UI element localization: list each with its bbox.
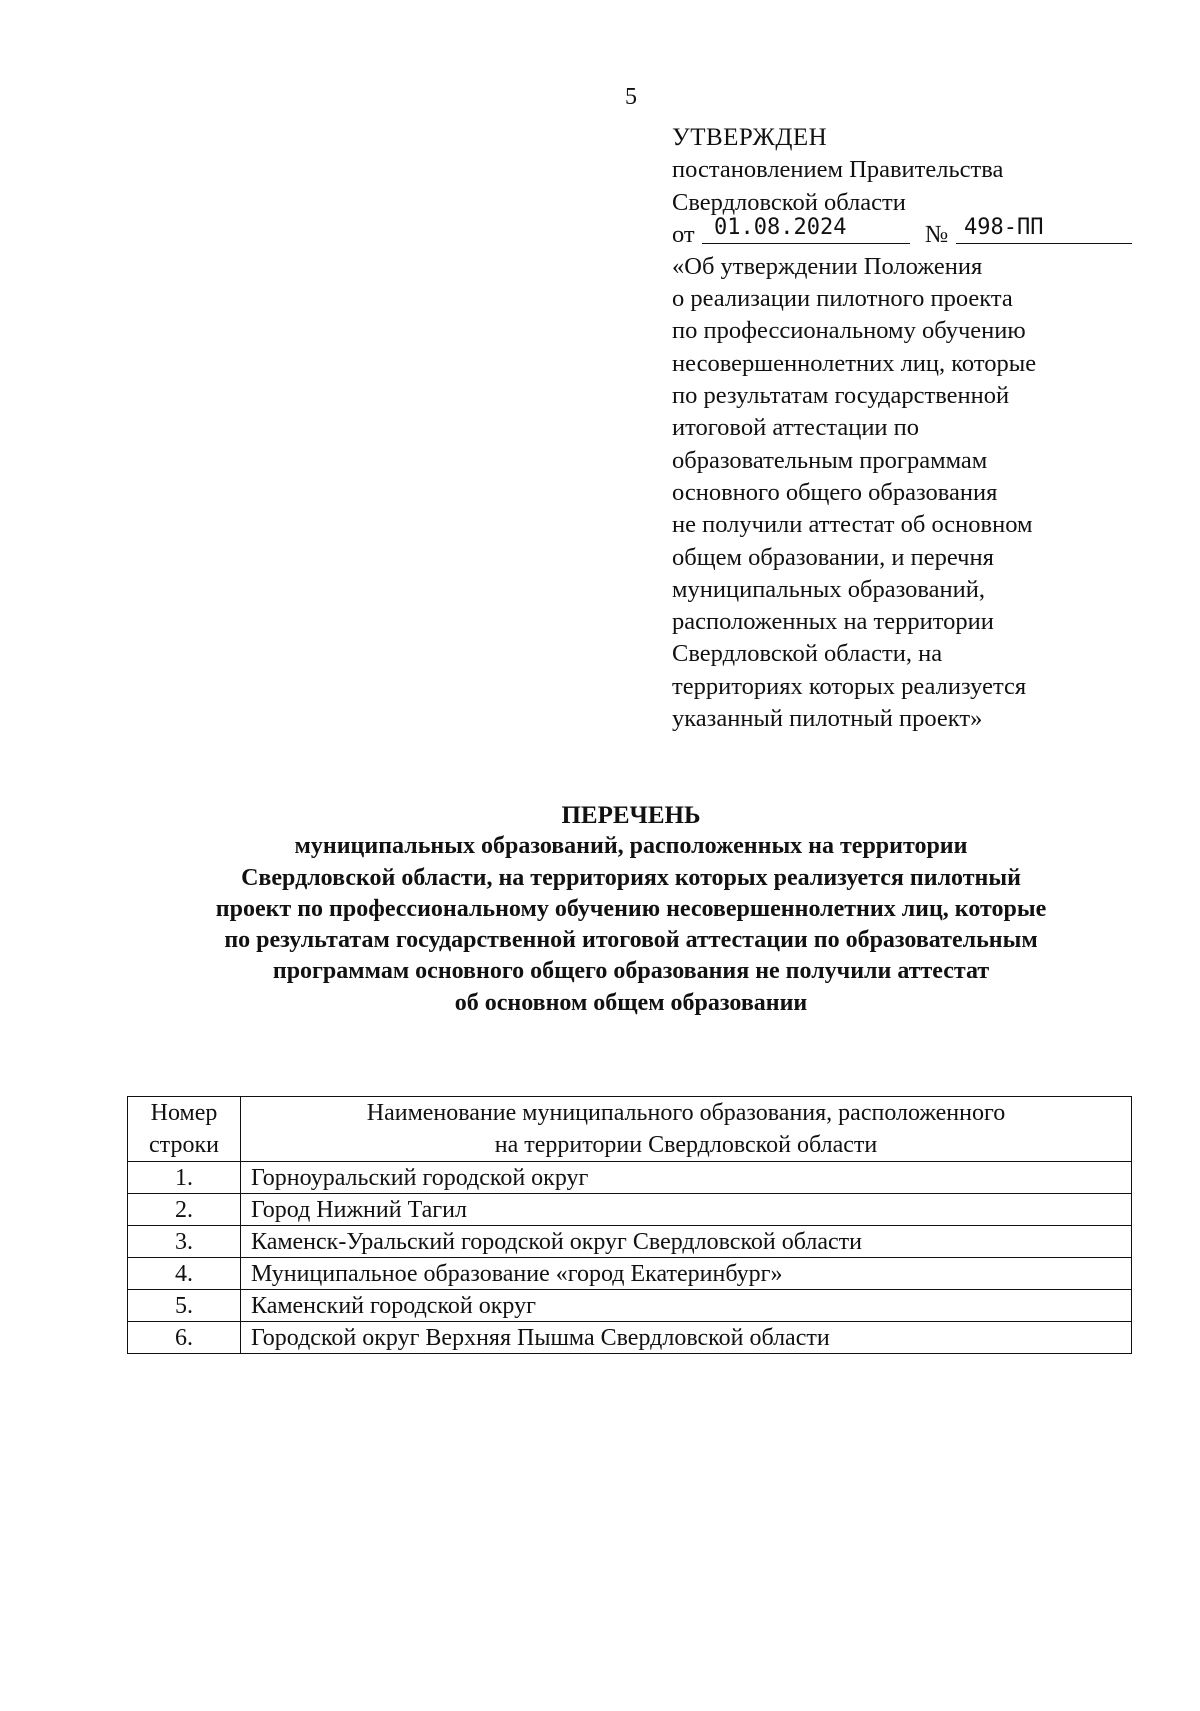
header-row-number-line: строки <box>149 1132 219 1158</box>
page-number: 5 <box>625 84 637 110</box>
municipalities-table <box>127 1096 1132 1354</box>
approval-line: Свердловской области <box>672 188 906 216</box>
table-row <box>128 1322 1132 1354</box>
table-row <box>128 1258 1132 1290</box>
approval-block <box>672 122 1132 735</box>
row-number: 5. <box>128 1290 241 1322</box>
row-number: 4. <box>128 1258 241 1290</box>
approval-number: 498-ПП <box>956 213 1132 244</box>
number-sign-label: № <box>925 220 949 248</box>
approval-subject-line: муниципальных образований, <box>672 575 985 603</box>
approval-subject-line: о реализации пилотного проекта <box>672 285 1013 313</box>
heading-line: по результатам государственной итоговой аттестации по образовательным <box>224 927 1038 954</box>
heading-line: проект по профессиональному обучению несовершеннолетних лиц, которые <box>215 895 1047 922</box>
row-number: 3. <box>128 1226 241 1258</box>
date-from-label: от <box>672 220 695 248</box>
approval-subject-line: расположенных на территории <box>672 608 994 636</box>
row-number: 2. <box>128 1194 241 1226</box>
table-header-row <box>128 1097 1132 1162</box>
approval-line: постановлением Правительства <box>672 156 1004 184</box>
approval-stamp-title: УТВЕРЖДЕН <box>672 124 828 151</box>
approval-subject-line: «Об утверждении Положения <box>672 252 983 280</box>
municipality-name: Каменск-Уральский городской округ Свердловской области <box>241 1226 1132 1258</box>
approval-subject-line: Свердловской области, на <box>672 640 943 668</box>
header-municipality-name-line: на территории Свердловской области <box>494 1132 878 1158</box>
municipality-name: Городской округ Верхняя Пышма Свердловской области <box>241 1322 1132 1354</box>
approval-subject-line: общем образовании, и перечня <box>672 543 994 571</box>
heading-line: Свердловской области, на территориях которых реализуется пилотный <box>241 864 1021 891</box>
approval-subject-line: указанный пилотный проект» <box>672 705 983 733</box>
heading-line: программам основного общего образования не получили аттестат <box>272 958 990 985</box>
approval-subject-line: несовершеннолетних лиц, которые <box>672 349 1037 377</box>
municipality-name: Каменский городской округ <box>241 1290 1132 1322</box>
heading-line: муниципальных образований, расположенных на территории <box>294 833 968 860</box>
municipality-name: Муниципальное образование «город Екатеринбург» <box>241 1258 1132 1290</box>
approval-subject-line: итоговой аттестации по <box>672 414 920 442</box>
approval-date-row <box>672 214 1132 251</box>
table-row <box>128 1226 1132 1258</box>
header-municipality-name-line: Наименование муниципального образования, расположенного <box>366 1100 1006 1126</box>
approval-subject-line: образовательным программам <box>672 446 988 474</box>
header-row-number <box>128 1097 241 1162</box>
heading-line: об основном общем образовании <box>454 989 808 1016</box>
approval-subject-line: основного общего образования <box>672 478 998 506</box>
municipality-name: Горноуральский городской округ <box>241 1162 1132 1194</box>
approval-date: 01.08.2024 <box>702 213 910 244</box>
municipality-name: Город Нижний Тагил <box>241 1194 1132 1226</box>
approval-subject-line: не получили аттестат об основном <box>672 511 1033 539</box>
header-row-number-line: Номер <box>150 1100 218 1126</box>
table-row <box>128 1194 1132 1226</box>
row-number: 1. <box>128 1162 241 1194</box>
table-row <box>128 1290 1132 1322</box>
row-number: 6. <box>128 1322 241 1354</box>
heading-title: ПЕРЕЧЕНЬ <box>561 802 701 829</box>
header-municipality-name <box>241 1097 1132 1162</box>
document-heading <box>0 800 1200 1019</box>
approval-subject-line: территориях которых реализуется <box>672 672 1027 700</box>
approval-subject-line: по профессиональному обучению <box>672 317 1026 345</box>
approval-subject-line: по результатам государственной <box>672 382 1010 410</box>
table-row <box>128 1162 1132 1194</box>
